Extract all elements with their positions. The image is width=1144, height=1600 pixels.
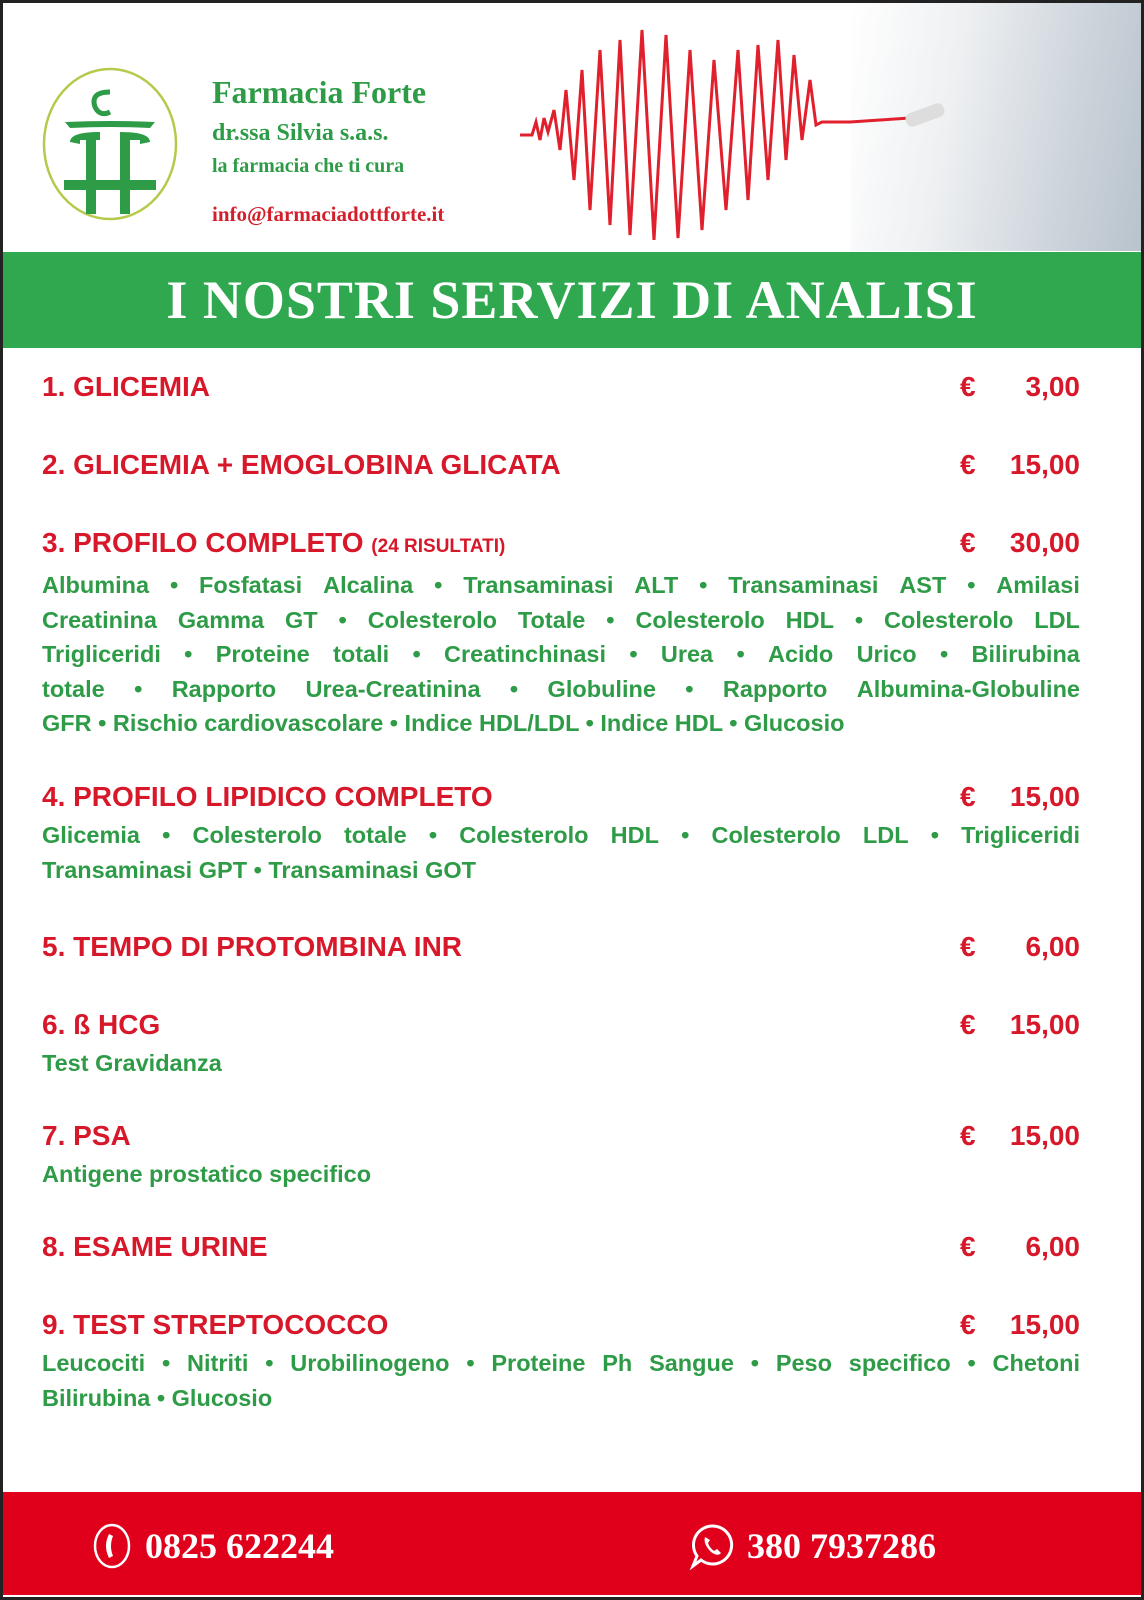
service-details	[42, 818, 1080, 887]
price-value: 15,00	[1009, 1009, 1080, 1040]
service-details	[42, 1157, 1080, 1192]
currency-symbol: €	[960, 1009, 976, 1040]
tagline: la farmacia che ti cura	[212, 155, 405, 177]
email-link[interactable]: info@farmaciadottforte.it	[212, 202, 445, 226]
service-price	[960, 526, 1080, 564]
service-item	[42, 1008, 1080, 1081]
service-title: 8. ESAME URINE	[42, 1231, 268, 1262]
heart-ecg-graphic	[520, 10, 950, 240]
service-item	[42, 1119, 1080, 1192]
service-header	[42, 526, 1080, 564]
service-header	[42, 370, 1080, 404]
service-header	[42, 1230, 1080, 1264]
detail-line: Leucociti • Nitriti • Urobilinogeno • Proteine Ph Sangue • Peso specifico • Chetoni	[42, 1350, 1080, 1376]
service-header	[42, 1008, 1080, 1042]
service-item	[42, 526, 1080, 741]
service-price	[960, 1308, 1080, 1342]
currency-symbol: €	[960, 1309, 976, 1340]
currency-symbol: €	[960, 781, 976, 812]
service-price	[960, 448, 1080, 482]
service-price	[960, 1008, 1080, 1042]
service-item	[42, 930, 1080, 964]
price-value: 15,00	[1009, 1120, 1080, 1151]
pharmacy-logo	[40, 62, 180, 222]
service-details	[42, 1046, 1080, 1081]
phone-icon	[91, 1522, 133, 1570]
currency-symbol: €	[960, 449, 976, 480]
detail-line: Test Gravidanza	[42, 1050, 222, 1076]
service-header	[42, 1119, 1080, 1153]
whatsapp-contact[interactable]	[689, 1522, 936, 1570]
service-item	[42, 448, 1080, 482]
detail-line: GFR • Rischio cardiovascolare • Indice HDL/LDL • Indice HDL • Glucosio	[42, 710, 845, 736]
service-price	[960, 780, 1080, 814]
currency-symbol: €	[960, 527, 976, 558]
page-title: I NOSTRI SERVIZI DI ANALISI	[166, 270, 978, 330]
service-header	[42, 930, 1080, 964]
service-note: (24 RISULTATI)	[371, 536, 506, 557]
detail-line: Bilirubina • Glucosio	[42, 1384, 273, 1411]
service-item	[42, 780, 1080, 887]
title-banner	[3, 252, 1141, 348]
service-item	[42, 370, 1080, 404]
service-title: 9. TEST STREPTOCOCCO	[42, 1309, 389, 1340]
service-header	[42, 1308, 1080, 1342]
service-title: 7. PSA	[42, 1120, 131, 1151]
currency-symbol: €	[960, 931, 976, 962]
detail-line: totale • Rapporto Urea-Creatinina • Globuline • Rapporto Albumina-Globuline	[42, 675, 1080, 702]
contact-footer	[3, 1492, 1141, 1595]
service-price	[960, 1230, 1080, 1264]
price-value: 6,00	[1025, 931, 1080, 962]
service-title: 4. PROFILO LIPIDICO COMPLETO	[42, 781, 493, 812]
price-value: 3,00	[1025, 371, 1080, 402]
price-value: 15,00	[1009, 781, 1080, 812]
service-title: 1. GLICEMIA	[42, 371, 211, 402]
phone-number: 0825 622244	[145, 1526, 334, 1566]
detail-line: Glicemia • Colesterolo totale • Colesterolo HDL • Colesterolo LDL • Trigliceridi	[42, 822, 1080, 848]
currency-symbol: €	[960, 371, 976, 402]
price-value: 6,00	[1025, 1231, 1080, 1262]
service-price	[960, 930, 1080, 964]
service-price	[960, 370, 1080, 404]
owner-name: dr.ssa Silvia s.a.s.	[212, 120, 389, 146]
detail-line: Creatinina Gamma GT • Colesterolo Totale • Colesterolo HDL • Colesterolo LDL	[42, 606, 1080, 633]
service-price	[960, 1119, 1080, 1153]
detail-line: Transaminasi GPT • Transaminasi GOT	[42, 856, 476, 883]
phone-contact[interactable]	[91, 1522, 334, 1570]
service-header	[42, 780, 1080, 814]
price-value: 15,00	[1009, 449, 1080, 480]
brand-name: Farmacia Forte	[212, 74, 427, 110]
service-item	[42, 1230, 1080, 1264]
service-item	[42, 1308, 1080, 1415]
service-title: 3. PROFILO COMPLETO (24 RISULTATI)	[42, 527, 506, 558]
currency-symbol: €	[960, 1231, 976, 1262]
whatsapp-number: 380 7937286	[747, 1526, 936, 1566]
service-title: 6. ß HCG	[42, 1009, 161, 1040]
detail-line: Antigene prostatico specifico	[42, 1161, 372, 1187]
service-details	[42, 568, 1080, 741]
service-details	[42, 1346, 1080, 1415]
service-header	[42, 448, 1080, 482]
service-title: 5. TEMPO DI PROTOMBINA INR	[42, 931, 463, 962]
detail-line: Trigliceridi • Proteine totali • Creatinchinasi • Urea • Acido Urico • Bilirubina	[42, 641, 1080, 667]
currency-symbol: €	[960, 1120, 976, 1151]
price-value: 15,00	[1009, 1309, 1080, 1340]
price-value: 30,00	[1009, 527, 1080, 558]
detail-line: Albumina • Fosfatasi Alcalina • Transaminasi ALT • Transaminasi AST • Amilasi	[42, 572, 1080, 598]
service-title: 2. GLICEMIA + EMOGLOBINA GLICATA	[42, 449, 561, 480]
whatsapp-icon	[689, 1522, 735, 1570]
